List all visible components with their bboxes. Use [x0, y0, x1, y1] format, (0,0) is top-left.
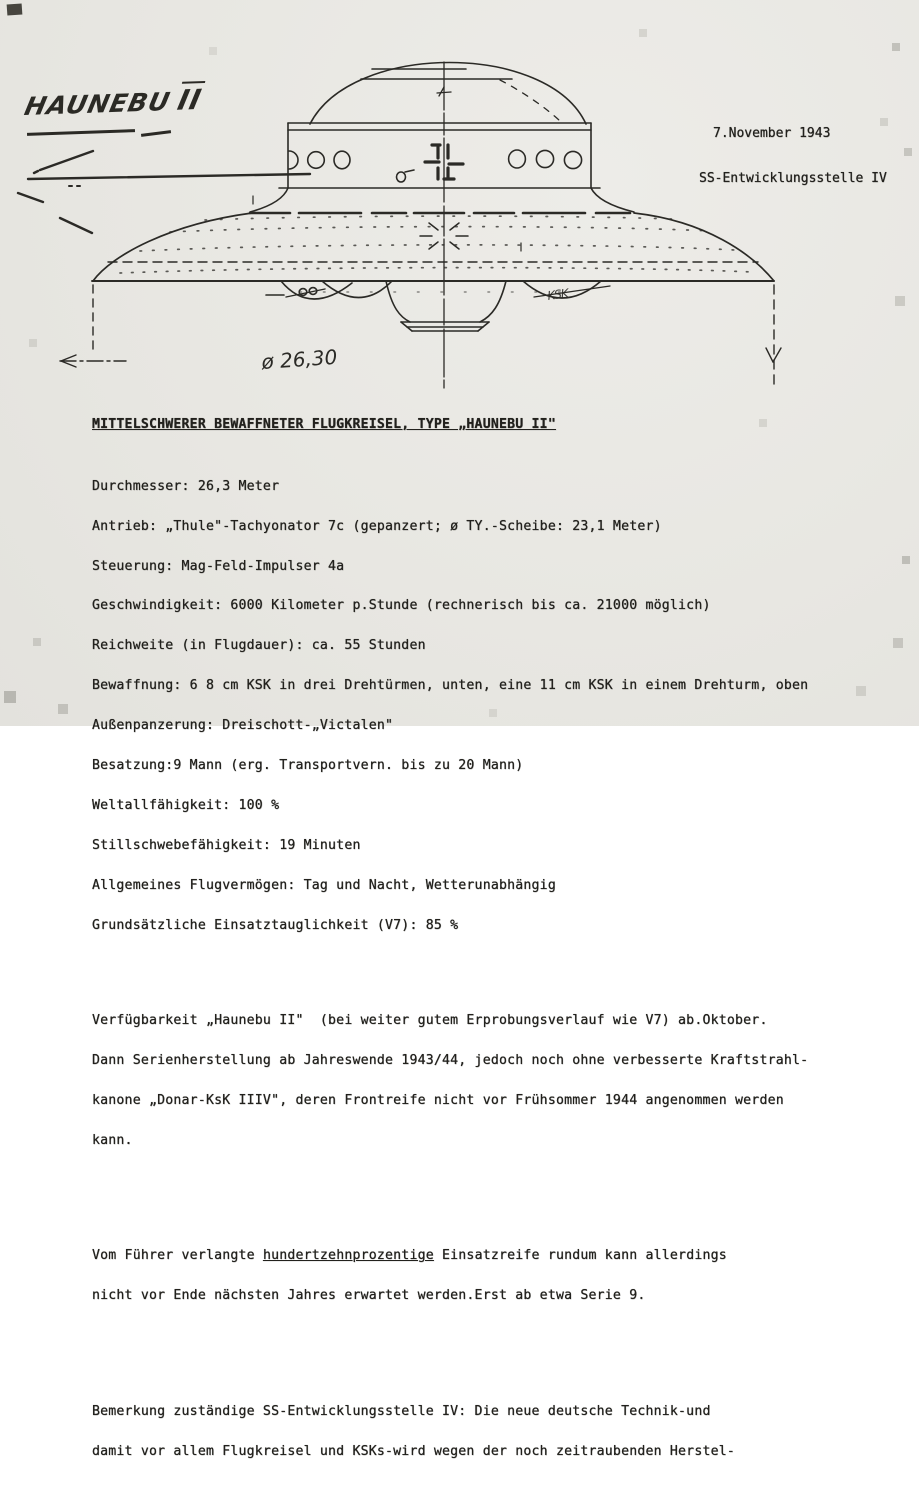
spec-line: Antrieb: „Thule"-Tachyonator 7c (gepanzert; ø TY.-Scheibe: 23,1 Meter): [92, 518, 662, 534]
spec-line: Bewaffnung: 6 8 cm KSK in drei Drehtürmen, unten, eine 11 cm KSK in einem Drehturm, oben: [92, 678, 809, 694]
typed-text-block: [92, 391, 852, 1511]
spec-line: Grundsätzliche Einsatztauglichkeit (V7): 85 %: [92, 917, 459, 933]
porthole: [289, 151, 298, 169]
handwritten-title-word: HAUNEBU: [21, 87, 174, 122]
paragraph-fuehrer: [92, 1223, 852, 1329]
spec-line: Außenpanzerung: Dreischott-„Victalen": [92, 718, 394, 734]
header-right: [699, 96, 887, 216]
upper-dome: [310, 63, 586, 125]
paragraph-line: kanone „Donar-KsK IIIV", deren Frontreife nicht vor Frühsommer 1944 angenommen werden: [92, 1093, 784, 1109]
turret-center: [386, 281, 506, 331]
handwritten-title-numeral: $\overline{II}$: [174, 82, 205, 117]
spec-line: Geschwindigkeit: 6000 Kilometer p.Stunde (rechnerisch bis ca. 21000 möglich): [92, 598, 711, 614]
diameter-label: ø 26,30: [260, 344, 339, 374]
handwritten-title: [22, 83, 205, 122]
spec-line: Steuerung: Mag-Feld-Impulser 4a: [92, 558, 345, 574]
paragraph-availability: [92, 988, 852, 1174]
document-title: MITTELSCHWERER BEWAFFNETER FLUGKREISEL, TYPE „HAUNEBU II": [92, 416, 556, 432]
sigma-scribble: [397, 170, 415, 182]
spec-line: Stillschwebefähigkeit: 19 Minuten: [92, 837, 361, 853]
paragraph-line: Verfügbarkeit „Haunebu II" (bei weiter gutem Erprobungsverlauf wie V7) ab.Oktober.: [92, 1013, 768, 1029]
porthole: [334, 151, 350, 169]
text-segment: Vom Führer verlangte: [92, 1248, 263, 1264]
porthole: [564, 151, 581, 168]
center-axis: [437, 62, 451, 388]
spec-line: Allgemeines Flugvermögen: Tag und Nacht, Wetterunabhängig: [92, 877, 556, 893]
paragraph-line: Bemerkung zuständige SS-Entwicklungsstelle IV: Die neue deutsche Technik-und: [92, 1403, 711, 1419]
underlined-word: hundertzehnprozentige: [262, 1248, 434, 1264]
date-line: 7.November 1943: [713, 126, 831, 141]
office-line: SS-Entwicklungsstelle IV: [699, 171, 887, 186]
porthole: [536, 150, 553, 167]
saucer-hull: [92, 213, 774, 281]
spec-line: Durchmesser: 26,3 Meter: [92, 478, 280, 494]
turret-left: [266, 281, 392, 299]
paragraph-line: [92, 1249, 852, 1262]
spec-line: Besatzung:9 Mann (erg. Transportvern. bis zu 20 Mann): [92, 758, 524, 774]
paragraph-line: damit vor allem Flugkreisel und KSKs-wird wegen der noch zeitraubenden Herstel-: [92, 1443, 736, 1459]
handwritten-strokes: [18, 151, 310, 233]
paragraph-line: nicht vor Ende nächsten Jahres erwartet werden.Erst ab etwa Serie 9.: [92, 1288, 646, 1304]
paragraph-line: Dann Serienherstellung ab Jahreswende 1943/44, jedoch noch ohne verbesserte Kraftstrahl-: [92, 1053, 809, 1069]
spec-line: Reichweite (in Flugdauer): ca. 55 Stunden: [92, 638, 426, 654]
paragraph-remark: [92, 1378, 852, 1484]
text-segment: Einsatzreife rundum kann allerdings: [433, 1248, 727, 1264]
spec-line: Weltallfähigkeit: 100 %: [92, 797, 280, 813]
dimension-marks: [60, 285, 781, 389]
porthole: [509, 150, 526, 168]
band-flares: [250, 188, 634, 251]
porthole: [308, 152, 325, 169]
turret-scribble-ksk: KSK: [546, 286, 569, 303]
paragraph-line: kann.: [92, 1133, 133, 1149]
